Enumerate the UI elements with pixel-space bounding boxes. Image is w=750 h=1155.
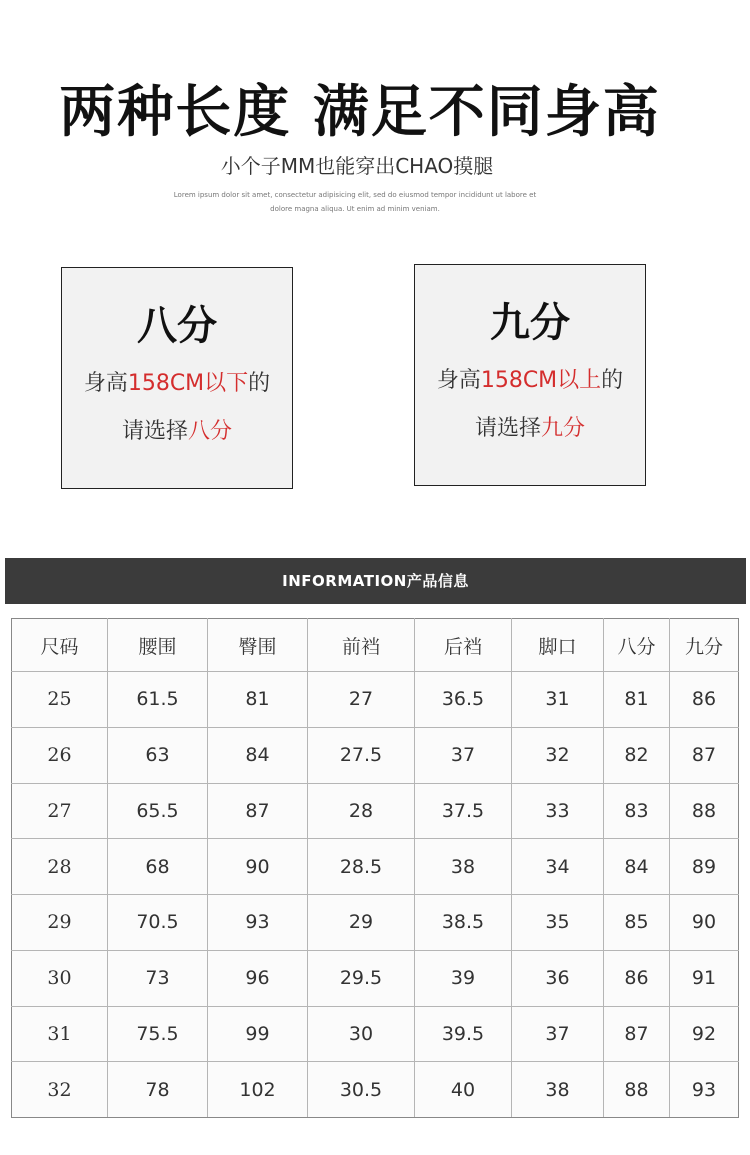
table-row: [12, 895, 739, 951]
table-cell: 65.5: [108, 783, 208, 839]
length-card-eighth: [61, 267, 293, 489]
table-cell: 85: [604, 895, 670, 951]
table-cell: 31: [12, 1006, 108, 1062]
table-cell: 81: [604, 672, 670, 728]
table-cell: 32: [512, 727, 604, 783]
table-cell: 87: [604, 1006, 670, 1062]
table-cell: 30: [12, 950, 108, 1006]
table-cell: 37: [415, 727, 512, 783]
table-cell: 28.5: [308, 839, 415, 895]
table-cell: 90: [670, 895, 739, 951]
table-cell: 39: [415, 950, 512, 1006]
table-cell: 87: [670, 727, 739, 783]
card-line-text: 请选择: [121, 419, 188, 444]
table-cell: 39.5: [415, 1006, 512, 1062]
lorem-text: Lorem ipsum dolor sit amet, consectetur adipisicing elit, sed do eiusmod tempor incididunt ut labore et dolore magna aliqua. Ut enim ad minim veniam.: [173, 191, 537, 213]
table-cell: 26: [12, 727, 108, 783]
information-bar: INFORMATION产品信息: [5, 558, 746, 604]
card-line-text: 的: [248, 371, 271, 396]
table-cell: 36: [512, 950, 604, 1006]
table-header-row: [12, 619, 739, 672]
card-choose-line: [62, 414, 292, 445]
table-cell: 29.5: [308, 950, 415, 1006]
table-cell: 40: [415, 1062, 512, 1118]
table-cell: 37: [512, 1006, 604, 1062]
header-back-rise: 后裆: [415, 619, 512, 672]
card-line-text: 身高: [436, 368, 481, 393]
table-cell: 32: [12, 1062, 108, 1118]
header-size: 尺码: [12, 619, 108, 672]
card-height-line: [62, 366, 292, 397]
table-cell: 70.5: [108, 895, 208, 951]
header-eighth-length: 八分: [604, 619, 670, 672]
card-choose-line: [415, 411, 645, 442]
table-cell: 61.5: [108, 672, 208, 728]
card-title: 九分: [490, 300, 570, 346]
card-line-text: 请选择: [474, 416, 541, 441]
header-front-rise: 前裆: [308, 619, 415, 672]
card-line-highlight: 158CM以上: [480, 368, 602, 393]
table-cell: 78: [108, 1062, 208, 1118]
table-cell: 27: [308, 672, 415, 728]
table-row: [12, 727, 739, 783]
subheadline: 小个子MM也能穿出CHAO摸腿: [220, 154, 494, 178]
table-cell: 68: [108, 839, 208, 895]
table-cell: 38: [415, 839, 512, 895]
card-line-highlight: 158CM以下: [127, 371, 249, 396]
header-hip: 臀围: [208, 619, 308, 672]
table-cell: 33: [512, 783, 604, 839]
table-cell: 36.5: [415, 672, 512, 728]
table-cell: 88: [604, 1062, 670, 1118]
table-row: [12, 1062, 739, 1118]
length-card-ninth: [414, 264, 646, 486]
table-cell: 38: [512, 1062, 604, 1118]
table-cell: 91: [670, 950, 739, 1006]
headline: 两种长度 满足不同身高: [59, 80, 661, 145]
table-cell: 27: [12, 783, 108, 839]
table-cell: 99: [208, 1006, 308, 1062]
card-title: 八分: [137, 303, 217, 349]
card-line-highlight: 九分: [541, 416, 586, 441]
header-leg-opening: 脚口: [512, 619, 604, 672]
table-cell: 63: [108, 727, 208, 783]
table-cell: 34: [512, 839, 604, 895]
table-cell: 82: [604, 727, 670, 783]
table-cell: 89: [670, 839, 739, 895]
card-line-text: 的: [601, 368, 624, 393]
table-cell: 84: [208, 727, 308, 783]
header-waist: 腰围: [108, 619, 208, 672]
table-cell: 96: [208, 950, 308, 1006]
card-line-text: 身高: [83, 371, 128, 396]
table-cell: 88: [670, 783, 739, 839]
table-cell: 35: [512, 895, 604, 951]
size-table: [11, 618, 739, 1118]
table-cell: 29: [12, 895, 108, 951]
table-cell: 102: [208, 1062, 308, 1118]
table-cell: 87: [208, 783, 308, 839]
table-row: [12, 1006, 739, 1062]
table-cell: 73: [108, 950, 208, 1006]
table-cell: 29: [308, 895, 415, 951]
table-cell: 93: [670, 1062, 739, 1118]
table-cell: 31: [512, 672, 604, 728]
table-cell: 75.5: [108, 1006, 208, 1062]
table-cell: 81: [208, 672, 308, 728]
card-line-highlight: 八分: [188, 419, 233, 444]
table-row: [12, 783, 739, 839]
table-cell: 84: [604, 839, 670, 895]
table-row: [12, 672, 739, 728]
table-cell: 30: [308, 1006, 415, 1062]
table-row: [12, 950, 739, 1006]
table-cell: 83: [604, 783, 670, 839]
table-cell: 30.5: [308, 1062, 415, 1118]
header-ninth-length: 九分: [670, 619, 739, 672]
table-cell: 86: [670, 672, 739, 728]
table-cell: 28: [308, 783, 415, 839]
card-height-line: [415, 363, 645, 394]
table-cell: 86: [604, 950, 670, 1006]
table-row: [12, 839, 739, 895]
table-cell: 90: [208, 839, 308, 895]
table-cell: 28: [12, 839, 108, 895]
table-cell: 25: [12, 672, 108, 728]
table-cell: 93: [208, 895, 308, 951]
table-cell: 27.5: [308, 727, 415, 783]
table-cell: 92: [670, 1006, 739, 1062]
table-cell: 37.5: [415, 783, 512, 839]
table-cell: 38.5: [415, 895, 512, 951]
